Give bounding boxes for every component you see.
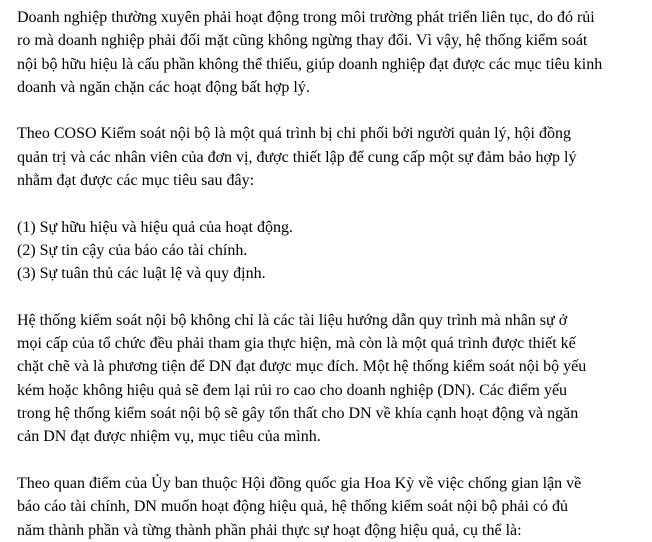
text-line: ro mà doanh nghiệp phải đối mặt cũng không ngừng thay đổi. Vì vậy, hệ thống kiểm soát xyxy=(17,32,588,50)
text-line: chặt chẽ và là phương tiện để DN đạt được mục đích. Một hệ thống kiểm soát nội bộ yếu xyxy=(17,358,587,376)
paragraph-coso-definition xyxy=(17,122,652,192)
paragraph-internal-control xyxy=(17,309,652,449)
list-item: (3) Sự tuân thủ các luật lệ và quy định. xyxy=(17,265,266,283)
text-line: Theo quan điểm của Ủy ban thuộc Hội đồng quốc gia Hoa Kỳ về việc chống gian lận về xyxy=(17,474,582,492)
text-line: nội bộ hữu hiệu là cấu phần không thể thiếu, giúp doanh nghiệp đạt được các mục tiêu kinh xyxy=(17,55,603,73)
text-line: cản DN đạt được nhiệm vụ, mục tiêu của mình. xyxy=(17,428,321,446)
text-line: báo cáo tài chính, DN muốn hoạt động hiệu quả, hệ thống kiểm soát nội bộ phải có đủ xyxy=(17,498,568,516)
list-item: (1) Sự hữu hiệu và hiệu quả của hoạt động. xyxy=(17,218,293,236)
text-line: năm thành phần và từng thành phần phải thực sự hoạt động hiệu quả, cụ thể là: xyxy=(17,521,522,539)
text-line: nhằm đạt được các mục tiêu sau đây: xyxy=(17,172,255,190)
text-line: Doanh nghiệp thường xuyên phải hoạt động trong môi trường phát triển liên tục, do đó rủi xyxy=(17,9,595,26)
text-line: mọi cấp của tổ chức đều phải tham gia thực hiện, mà còn là một quá trình được thiết kế xyxy=(17,335,576,353)
list-item: (2) Sự tin cậy của báo cáo tài chính. xyxy=(17,241,248,259)
text-line: doanh và ngăn chặn các hoạt động bất hợp lý. xyxy=(17,78,310,96)
text-line: trong hệ thống kiểm soát nội bộ sẽ gây tổn thất cho DN về khía cạnh hoạt động và ngăn xyxy=(17,405,579,423)
paragraph-us-committee xyxy=(17,472,652,542)
objectives-list xyxy=(17,216,652,286)
paragraph-intro xyxy=(17,6,652,99)
text-line: quản trị và các nhân viên của đơn vị, được thiết lập để cung cấp một sự đảm bảo hợp lý xyxy=(17,148,577,166)
text-line: Hệ thống kiểm soát nội bộ không chỉ là các tài liệu hướng dẫn quy trình mà nhân sự ở xyxy=(17,311,568,329)
text-line: Theo COSO Kiểm soát nội bộ là một quá trình bị chi phối bởi người quản lý, hội đồng xyxy=(17,125,571,143)
text-line: kém hoặc không hiệu quả sẽ đem lại rủi ro cao cho doanh nghiệp (DN). Các điểm yếu xyxy=(17,381,568,399)
